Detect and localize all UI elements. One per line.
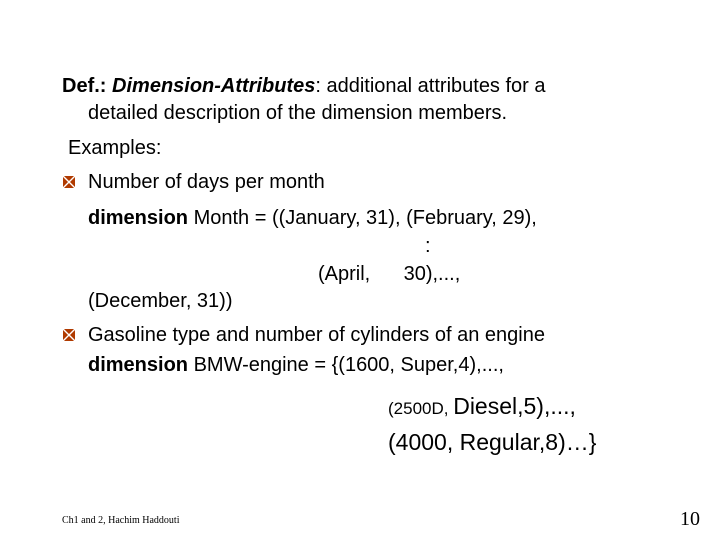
example1-dimension-line [88, 206, 537, 230]
dimension-keyword: dimension [88, 207, 189, 229]
example1-text: Number of days per month [88, 171, 325, 193]
definition-concept: Dimension-Attributes [112, 75, 316, 97]
bullet-square-icon [62, 328, 76, 342]
definition-label: Def. [62, 75, 100, 97]
example1-vertical-ellipsis: : [425, 235, 431, 257]
example2-diesel-line [388, 392, 576, 421]
example1-december: (December, 31)) [88, 290, 233, 312]
definition-continuation: detailed description of the dimension members. [88, 102, 508, 124]
example2-diesel-prefix: (2500D, [388, 399, 454, 418]
bullet-square-icon [62, 175, 76, 189]
example2-dimension-line [88, 353, 504, 377]
footer-text: Ch1 and 2, Hachim Haddouti [62, 515, 180, 526]
definition-text: : additional attributes for a [315, 75, 546, 97]
page-number: 10 [680, 508, 700, 530]
examples-label: Examples: [68, 137, 162, 159]
example1-april: (April, 30),..., [318, 263, 461, 285]
definition-line: Def.: Dimension-Attributes: additional attributes for a [62, 75, 546, 97]
example2-engine-values: BMW-engine = {(1600, Super,4),..., [188, 354, 504, 376]
dimension-keyword: dimension [88, 354, 189, 376]
example1-month-values: Month = ((January, 31), (February, 29), [188, 207, 537, 229]
example2-text: Gasoline type and number of cylinders of an engine [88, 324, 545, 346]
example2-regular-line: (4000, Regular,8)…} [388, 429, 597, 455]
example2-diesel-values: Diesel,5),..., [453, 393, 576, 419]
